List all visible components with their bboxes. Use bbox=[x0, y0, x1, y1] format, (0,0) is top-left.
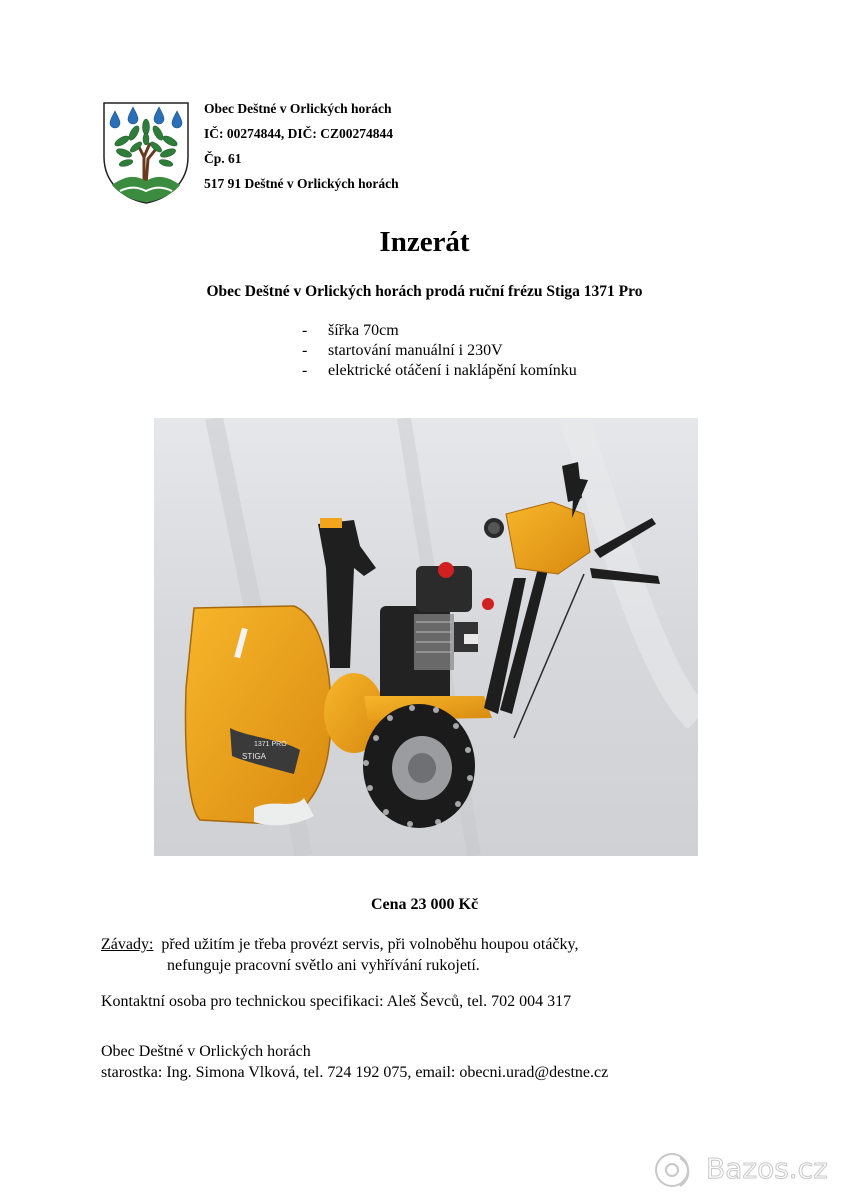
contact-person: Kontaktní osoba pro technickou specifikaci: Aleš Ševců, tel. 702 004 317 bbox=[101, 993, 572, 1010]
header-house-number: Čp. 61 bbox=[204, 151, 242, 166]
watermark-text: Bazos.cz bbox=[706, 1152, 828, 1185]
feature-text: šířka 70cm bbox=[328, 322, 399, 339]
footer-org-name: Obec Deštné v Orlických horách bbox=[101, 1043, 311, 1060]
defects-section bbox=[101, 934, 579, 976]
feature-item: - elektrické otáčení i naklápění komínku bbox=[302, 362, 577, 379]
municipal-crest-logo bbox=[102, 101, 190, 205]
brand-badge: STIGA bbox=[242, 752, 267, 761]
feature-text: startování manuální i 230V bbox=[328, 342, 503, 359]
footer-mayor-contact: starostka: Ing. Simona Vlková, tel. 724 192 075, email: obecni.urad@destne.cz bbox=[101, 1064, 609, 1081]
header-address: 517 91 Deštné v Orlických horách bbox=[204, 176, 399, 191]
price: Cena 23 000 Kč bbox=[370, 896, 479, 913]
page-title: Inzerát bbox=[379, 226, 470, 258]
defects-line-2: nefunguje pracovní světlo ani vyhřívání rukojetí. bbox=[167, 957, 480, 974]
feature-list bbox=[302, 321, 577, 381]
feature-item: - startování manuální i 230V bbox=[302, 342, 503, 359]
page-subtitle: Obec Deštné v Orlických horách prodá ruční frézu Stiga 1371 Pro bbox=[206, 283, 643, 300]
header-ids: IČ: 00274844, DIČ: CZ00274844 bbox=[204, 126, 393, 141]
feature-item: - šířka 70cm bbox=[302, 322, 399, 339]
model-badge: 1371 PRO bbox=[254, 741, 287, 748]
defects-line-1: před užitím je třeba provézt servis, při volnoběhu houpou otáčky, bbox=[161, 936, 579, 953]
defects-label: Závady: bbox=[101, 936, 154, 953]
feature-text: elektrické otáčení i naklápění komínku bbox=[328, 362, 577, 379]
footer-contact-block bbox=[101, 1041, 608, 1083]
snow-blower-photo bbox=[154, 418, 698, 856]
header-org-name: Obec Deštné v Orlických horách bbox=[204, 101, 392, 116]
